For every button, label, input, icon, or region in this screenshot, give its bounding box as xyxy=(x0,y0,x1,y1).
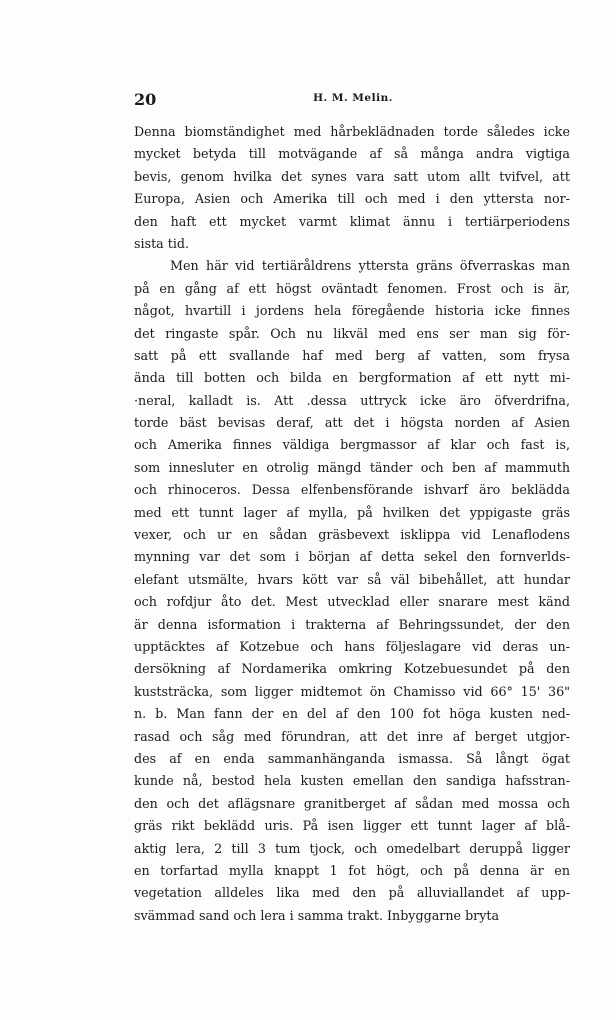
text-line: på en gång af ett högst oväntadt fenomen. Frost och is är, xyxy=(134,280,570,296)
text-line: rasad och såg med förundran, att det inre af berget utgjor- xyxy=(134,728,570,744)
text-line: Denna biomständighet med hårbeklädnaden torde således icke xyxy=(134,124,570,139)
text-line: det ringaste spår. Och nu likväl med ens ser man sig för- xyxy=(134,325,570,341)
text-line: den och det aflägsnare granitberget af sådan med mossa och xyxy=(134,795,570,811)
text-line: gräs rikt beklädd uris. På isen ligger ett tunnt lager af blå- xyxy=(134,818,570,834)
text-line: en torfartad mylla knappt 1 fot högt, och på denna är en xyxy=(134,862,570,878)
page-number: 20 xyxy=(134,90,157,109)
text-line: som innesluter en otrolig mängd tänder och ben af mammuth xyxy=(134,459,570,475)
text-line: och rhinoceros. Dessa elfenbensförande ishvarf äro beklädda xyxy=(134,482,570,498)
text-line: mynning var det som i början af detta sekel den fornverlds- xyxy=(134,549,570,565)
text-line: Europa, Asien och Amerika till och med i den yttersta nor- xyxy=(134,191,570,207)
text-line: den haft ett mycket varmt klimat ännu i tertiärperiodens xyxy=(134,213,570,229)
text-line: aktig lera, 2 till 3 tum tjock, och omedelbart deruppå ligger xyxy=(134,840,570,856)
text-line: svämmad sand och lera i samma trakt. Inbyggarne bryta xyxy=(134,907,500,923)
text-line: och Amerika finnes väldiga bergmassor af klar och fast is, xyxy=(134,437,570,453)
text-line: bevis, genom hvilka det synes vara satt utom allt tvifvel, att xyxy=(134,168,570,184)
text-line: kuststräcka, som ligger midtemot ön Chamisso vid 66° 15' 36" xyxy=(134,683,570,699)
running-head: H. M. Melin. xyxy=(313,92,393,104)
text-line: ända till botten och bilda en bergformation af ett nytt mi- xyxy=(134,370,570,386)
text-line: ·neral, kalladt is. Att .dessa uttryck icke äro öfverdrifna, xyxy=(134,392,570,408)
text-line: är denna isformation i trakterna af Behringssundet, der den xyxy=(134,616,570,632)
text-line: dersökning af Nordamerika omkring Kotzebuesundet på den xyxy=(134,661,570,677)
text-line: des af en enda sammanhänganda ismassa. Så långt ögat xyxy=(134,750,570,766)
text-line: vegetation alldeles lika med den på alluviallandet af upp- xyxy=(134,885,570,901)
text-line: vexer, och ur en sådan gräsbevext isklippa vid Lenaflodens xyxy=(134,527,570,543)
text-line: elefant utsmälte, hvars kött var så väl bibehållet, att hundar xyxy=(134,571,570,587)
text-line: mycket betyda till motvägande af så många andra vigtiga xyxy=(134,146,570,162)
text-line: kunde nå, bestod hela kusten emellan den sandiga hafsstran- xyxy=(134,773,570,789)
paragraph xyxy=(134,121,570,255)
text-line: n. b. Man fann der en del af den 100 fot höga kusten ned- xyxy=(134,706,570,722)
text-line: Men här vid tertiäråldrens yttersta gräns öfverraskas man xyxy=(170,258,570,274)
text-line: satt på ett svallande haf med berg af vatten, som frysa xyxy=(134,347,570,363)
text-line: med ett tunnt lager af mylla, på hvilken det yppigaste gräs xyxy=(134,504,570,520)
text-line: och rofdjur åto det. Mest utvecklad eller snarare mest känd xyxy=(134,594,570,610)
text-line: något, hvartill i jordens hela föregående historia icke finnes xyxy=(134,303,570,319)
text-line: torde bäst bevisas deraf, att det i högsta norden af Asien xyxy=(134,415,570,431)
body-text xyxy=(134,121,570,927)
text-line: upptäcktes af Kotzebue och hans följeslagare vid deras un- xyxy=(134,638,570,654)
paragraph xyxy=(134,255,570,927)
page-header xyxy=(134,90,572,112)
text-line: sista tid. xyxy=(134,235,190,251)
